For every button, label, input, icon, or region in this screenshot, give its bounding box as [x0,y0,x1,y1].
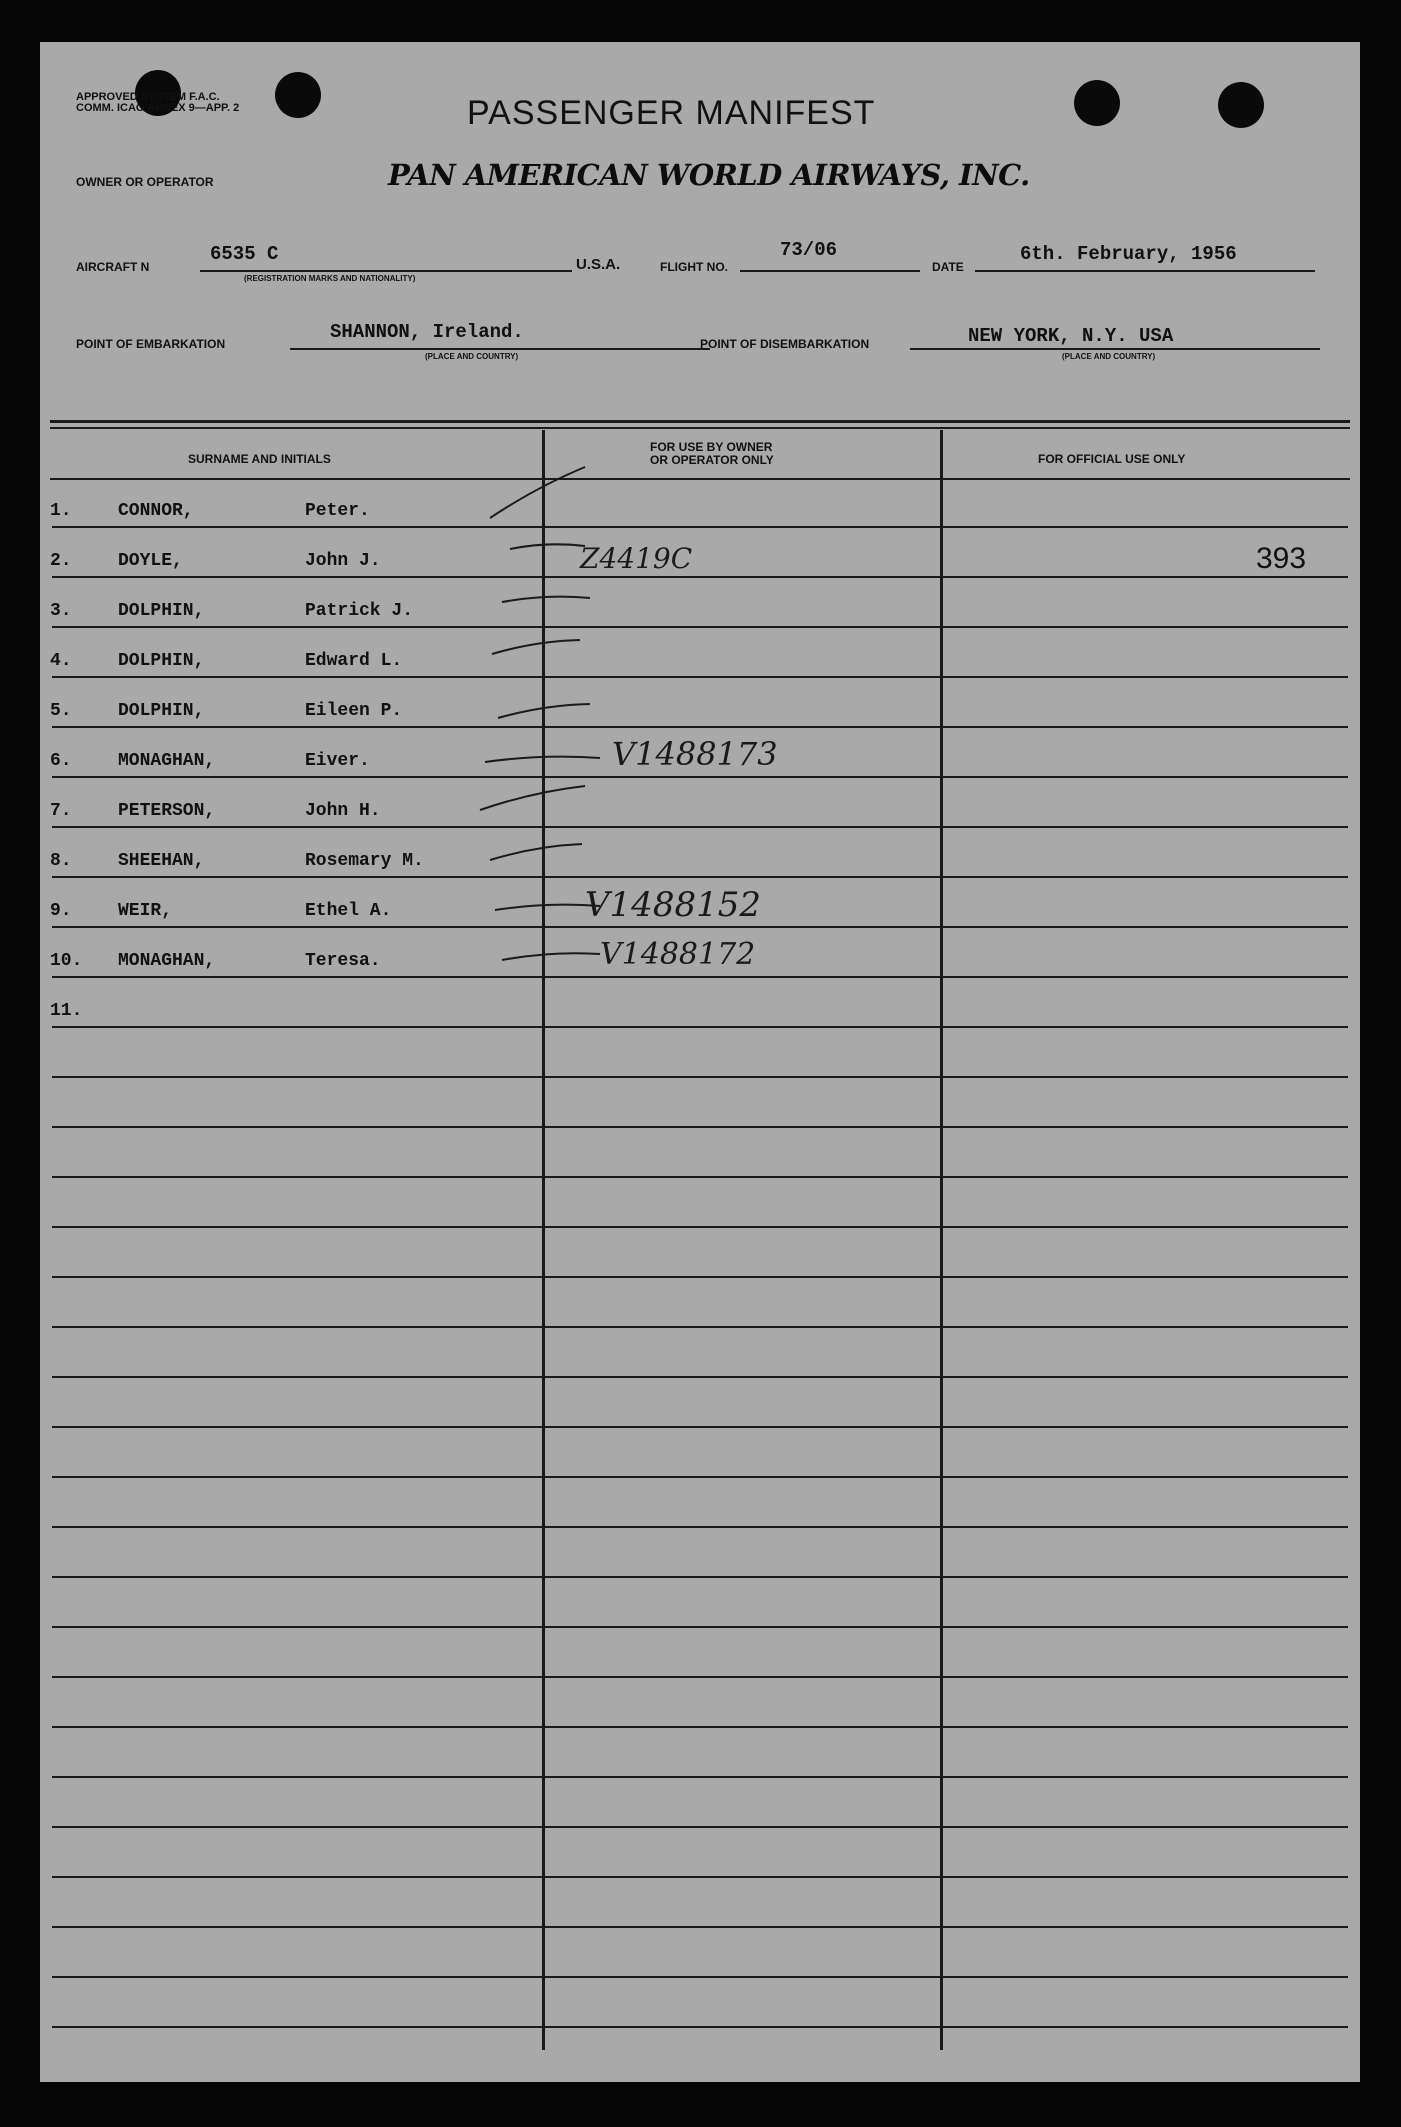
row-num: 8. [50,851,72,871]
table-row-rule [52,1526,1348,1528]
tick-mark [502,953,600,960]
airline-name: PAN AMERICAN WORLD AIRWAYS, INC. [388,158,1030,192]
disembarkation-value: NEW YORK, N.Y. USA [968,325,1174,347]
row-given: John H. [305,801,381,821]
row-num: 9. [50,901,72,921]
row-surname: MONAGHAN, [118,751,216,771]
page-title: PASSENGER MANIFEST [467,94,876,132]
tick-mark [495,905,600,910]
tick-mark [490,467,585,518]
table-row-rule [52,1776,1348,1778]
row-surname: PETERSON, [118,801,216,821]
table-row-rule [52,1876,1348,1878]
table-row-rule [52,1176,1348,1178]
table-row-rule [52,1726,1348,1728]
tick-mark [502,597,590,602]
table-row-rule [52,1276,1348,1278]
table-row-rule [52,1826,1348,1828]
tick-mark [498,704,590,718]
row-owner-note: Z4419C [580,542,693,575]
table-row-rule [52,1576,1348,1578]
embarkation-label: POINT OF EMBARKATION [76,337,226,351]
flight-label: FLIGHT NO. [660,260,728,274]
embarkation-caption: (PLACE AND COUNTRY) [425,352,519,361]
table-row-rule [52,1976,1348,1978]
col-header-owner-2: OR OPERATOR ONLY [650,453,774,467]
row-owner-note: V1488152 [585,885,761,925]
row-owner-note: V1488172 [600,937,756,972]
row-num: 5. [50,701,72,721]
flight-value: 73/06 [780,239,838,261]
usa-label: U.S.A. [576,256,621,273]
registration-caption: (REGISTRATION MARKS AND NATIONALITY) [244,274,416,283]
aircraft-label: AIRCRAFT N [76,260,150,274]
table-row-rule [52,1376,1348,1378]
manifest-sheet [40,42,1360,2082]
row-surname: DOYLE, [118,551,183,571]
col-header-official: FOR OFFICIAL USE ONLY [1038,452,1186,466]
row-num: 1. [50,501,72,521]
row-surname: MONAGHAN, [118,951,216,971]
table-row-rule [52,1426,1348,1428]
row-given: Patrick J. [305,601,414,621]
row-num: 7. [50,801,72,821]
row-num: 4. [50,651,72,671]
tick-mark [492,640,580,654]
row-surname: DOLPHIN, [118,601,205,621]
row-num: 11. [50,1001,83,1021]
table-row-rule [52,1226,1348,1228]
row-given: Edward L. [305,651,403,671]
row-surname: SHEEHAN, [118,851,205,871]
aircraft-value: 6535 C [210,243,279,265]
tick-mark [485,757,600,762]
row-given: Rosemary M. [305,851,424,871]
col-header-owner-1: FOR USE BY OWNER [650,440,773,454]
row-given: Ethel A. [305,901,392,921]
row-num: 2. [50,551,72,571]
embarkation-value: SHANNON, Ireland. [330,321,524,343]
row-given: Eileen P. [305,701,403,721]
owner-label: OWNER OR OPERATOR [76,175,214,189]
disembarkation-caption: (PLACE AND COUNTRY) [1062,352,1156,361]
col-header-surname: SURNAME AND INITIALS [188,452,331,466]
handwritten-ticks [40,42,1360,1142]
table-row-rule [52,1326,1348,1328]
row-surname: DOLPHIN, [118,651,205,671]
tick-mark [510,544,585,549]
row-owner-note: V1488173 [612,735,778,773]
date-label: DATE [932,260,964,274]
table-row-rule [52,1926,1348,1928]
row-surname: WEIR, [118,901,173,921]
approval-stamp: APPROVED SYSTEM F.A.C. COMM. ICAO ANNEX 9—APP. 2 [76,91,240,114]
row-given: Teresa. [305,951,381,971]
row-official: 393 [1256,542,1307,575]
tick-mark [480,786,585,810]
disembarkation-label: POINT OF DISEMBARKATION [700,337,870,351]
table-row-rule [52,1476,1348,1478]
table-row-rule [52,2026,1348,2028]
table-row-rule [52,1676,1348,1678]
row-given: Peter. [305,501,370,521]
date-value: 6th. February, 1956 [1020,243,1237,265]
table-row-rule [52,1626,1348,1628]
row-num: 3. [50,601,72,621]
tick-mark [490,844,582,860]
row-surname: CONNOR, [118,501,194,521]
row-num: 6. [50,751,72,771]
row-num: 10. [50,951,83,971]
row-given: Eiver. [305,751,370,771]
row-surname: DOLPHIN, [118,701,205,721]
row-given: John J. [305,551,381,571]
